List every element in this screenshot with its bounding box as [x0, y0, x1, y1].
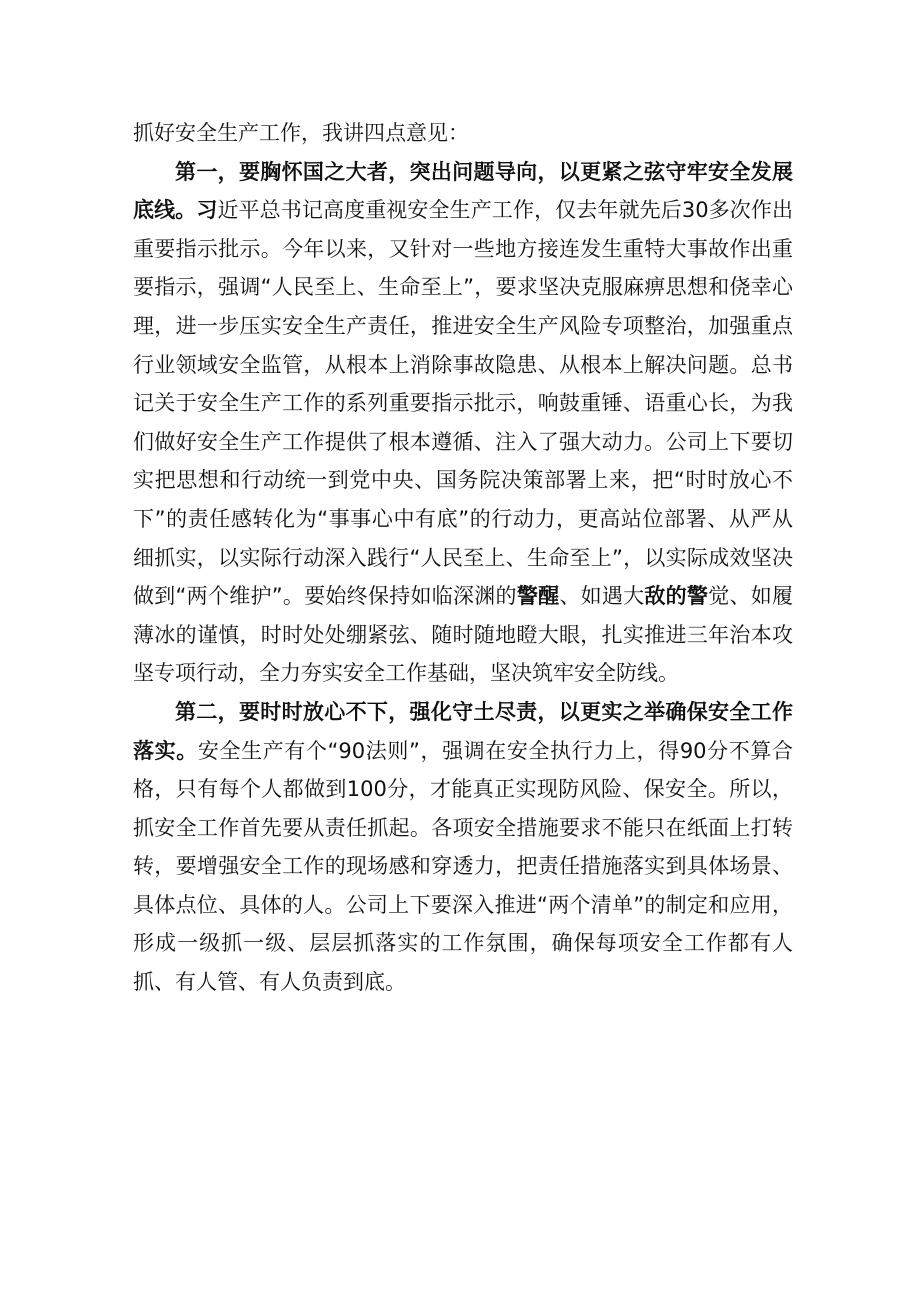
text-segment: 抓好安全生产工作，我讲四点意见： [133, 121, 469, 145]
text-segment: 近平总书记高度重视安全生产工作，仅去年就先后30多次作出重要指示批示。今年以来，又针对一些地方接连发生重特大事故作出重要指示，强调“人民至上、生命至上”，要求坚决克服麻痹思想和侥幸心理，进一步压实安全生产责任，推进安全生产风险专项整治，加强重点行业领域安全监管，从根本上消除事故隐患、从根本上解决问题。总书记关于安全生产工作的系列重要指示批示，响鼓重锤、语重心长，为我们做好安全生产工作提供了根本遵循、注入了强大动力。公司上下要切实把思想和行动统一到党中央、国务院决策部署上来，把“时时放心不下”的责任感转化为“事事心中有底”的行动力，更高站位部署、从严从细抓实，以实际行动深入践行“人民至上、生命至上”，以实际成效坚决做到“两个维护”。要始终保持如临深渊的 [133, 198, 793, 609]
text-segment: 觉、如履薄冰的谨慎，时时处处绷紧弦、随时随地瞪大眼，扎实推进三年治本攻坚专项行动，全力夯实安全工作基础，坚决筑牢安全防线。 [133, 584, 793, 686]
document-body [133, 114, 793, 1002]
text-segment-bold: 警醒 [516, 584, 560, 609]
text-segment: 安全生产有个“90法则”，强调在安全执行力上，得90分不算合格，只有每个人都做到100分，才能真正实现防风险、保安全。所以，抓安全工作首先要从责任抓起。各项安全措施要求不能只在纸面上打转转，要增强安全工作的现场感和穿透力，把责任措施落实到具体场景、具体点位、具体的人。公司上下要深入推进“两个清单”的制定和应用，形成一级抓一级、层层抓落实的工作氛围，确保每项安全工作都有人抓、有人管、有人负责到底。 [133, 738, 793, 995]
paragraph-point-2 [133, 693, 793, 1002]
text-segment-bold: 敌的警 [644, 584, 709, 609]
paragraph-point-1 [133, 153, 793, 693]
text-segment: 、如遇大 [559, 584, 645, 609]
point-2-heading: 第二，要时时放心不下，强化守土尽责，以更实之举确保安全工作落实。 [133, 699, 793, 763]
paragraph-intro [133, 114, 793, 153]
point-1-heading: 第一，要胸怀国之大者，突出问题导向，以更紧之弦守牢安全发展底线。习 [133, 159, 793, 223]
